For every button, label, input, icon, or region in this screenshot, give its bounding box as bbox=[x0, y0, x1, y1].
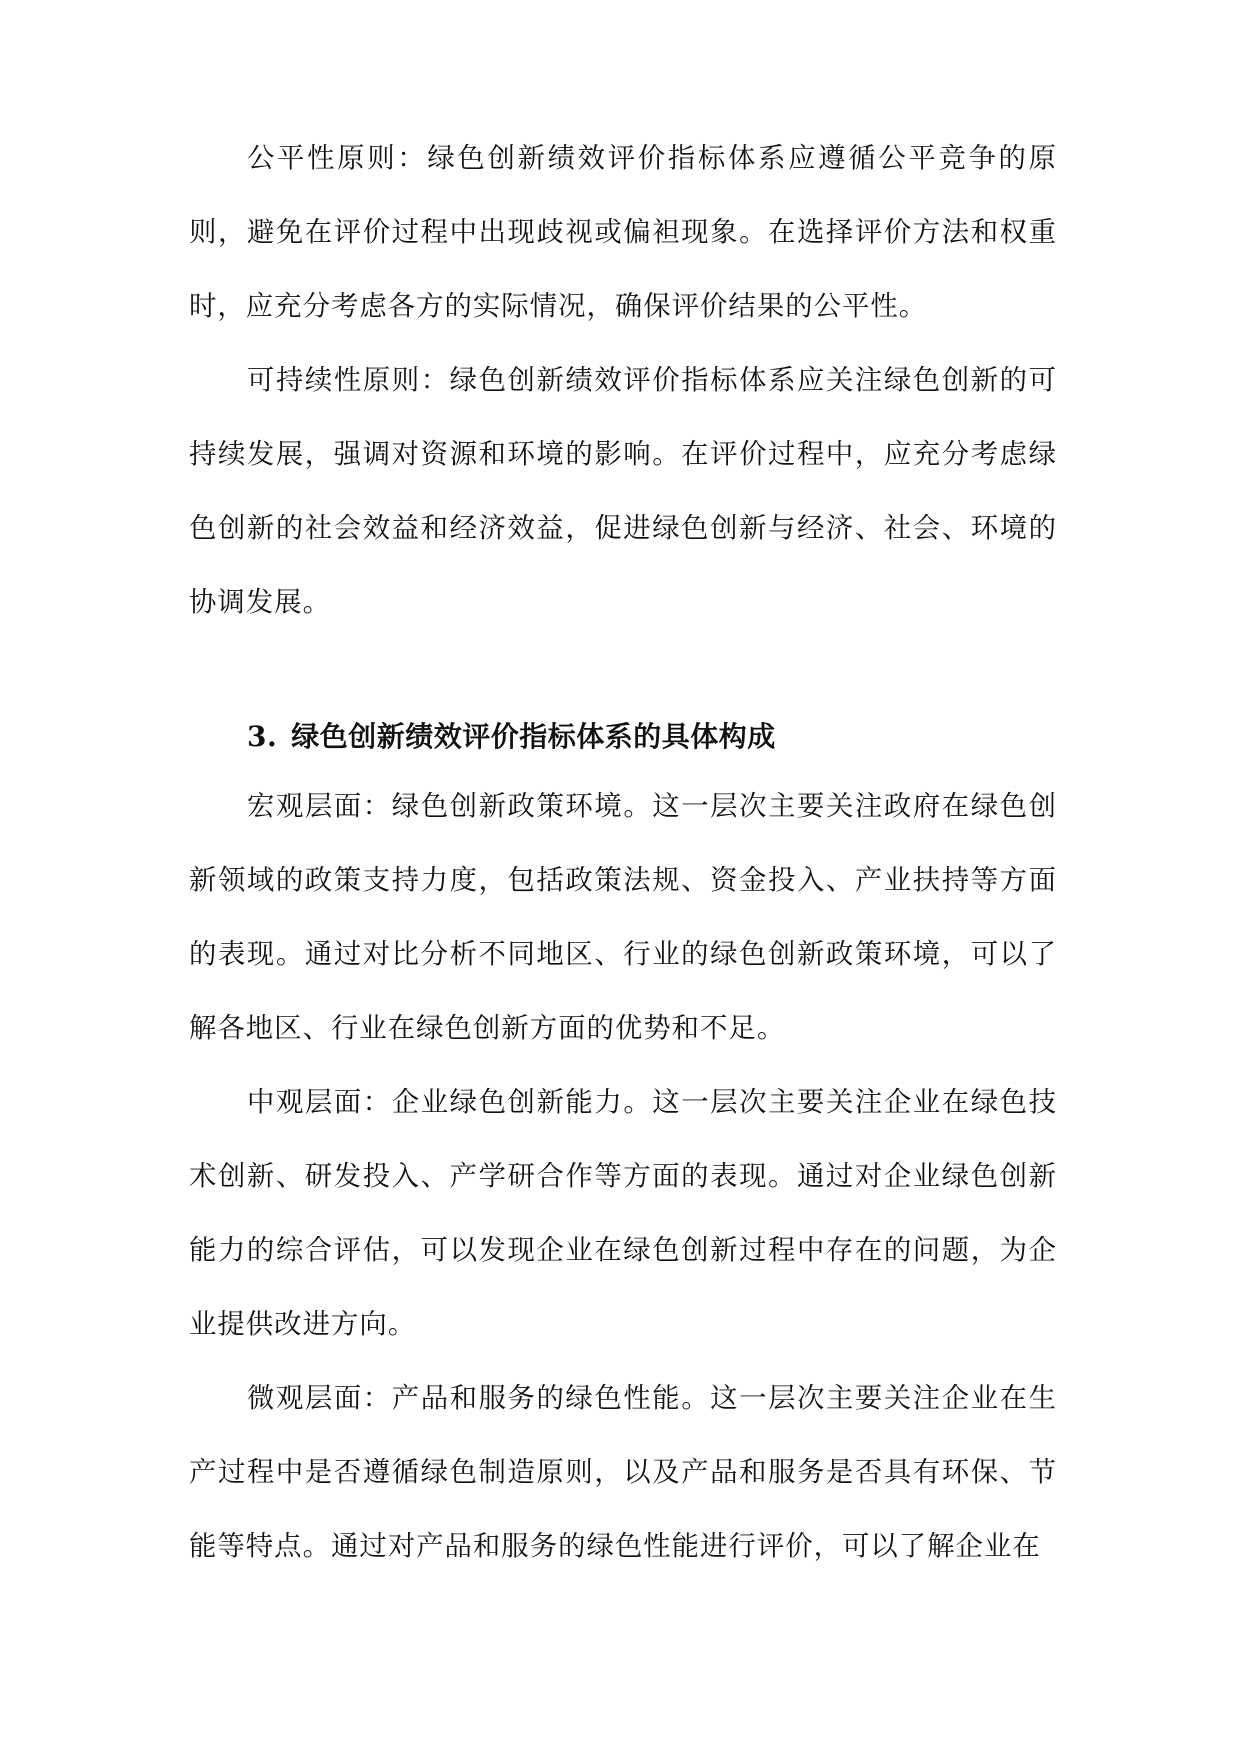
section-number: 3. bbox=[247, 720, 278, 753]
paragraph-macro-level: 宏观层面：绿色创新政策环境。这一层次主要关注政府在绿色创新领域的政策支持力度，包括政策法规、资金投入、产业扶持等方面的表现。通过对比分析不同地区、行业的绿色创新政策环境，可以了解各地区、行业在绿色创新方面的优势和不足。 bbox=[189, 791, 1057, 1044]
section-title: 绿色创新绩效评价指标体系的具体构成 bbox=[291, 720, 776, 753]
paragraph-fairness-principle: 公平性原则：绿色创新绩效评价指标体系应遵循公平竞争的原则，避免在评价过程中出现歧视或偏袒现象。在选择评价方法和权重时，应充分考虑各方的实际情况，确保评价结果的公平性。 bbox=[189, 143, 1057, 322]
paragraph-meso-level: 中观层面：企业绿色创新能力。这一层次主要关注企业在绿色技术创新、研发投入、产学研合作等方面的表现。通过对企业绿色创新能力的综合评估，可以发现企业在绿色创新过程中存在的问题，为企业提供改进方向。 bbox=[189, 1087, 1057, 1340]
section-heading bbox=[247, 700, 776, 774]
paragraph-micro-level: 微观层面：产品和服务的绿色性能。这一层次主要关注企业在生产过程中是否遵循绿色制造原则，以及产品和服务是否具有环保、节能等特点。通过对产品和服务的绿色性能进行评价，可以了解企业在 bbox=[189, 1383, 1057, 1562]
paragraph-sustainability-principle: 可持续性原则：绿色创新绩效评价指标体系应关注绿色创新的可持续发展，强调对资源和环境的影响。在评价过程中，应充分考虑绿色创新的社会效益和经济效益，促进绿色创新与经济、社会、环境的协调发展。 bbox=[189, 365, 1057, 618]
